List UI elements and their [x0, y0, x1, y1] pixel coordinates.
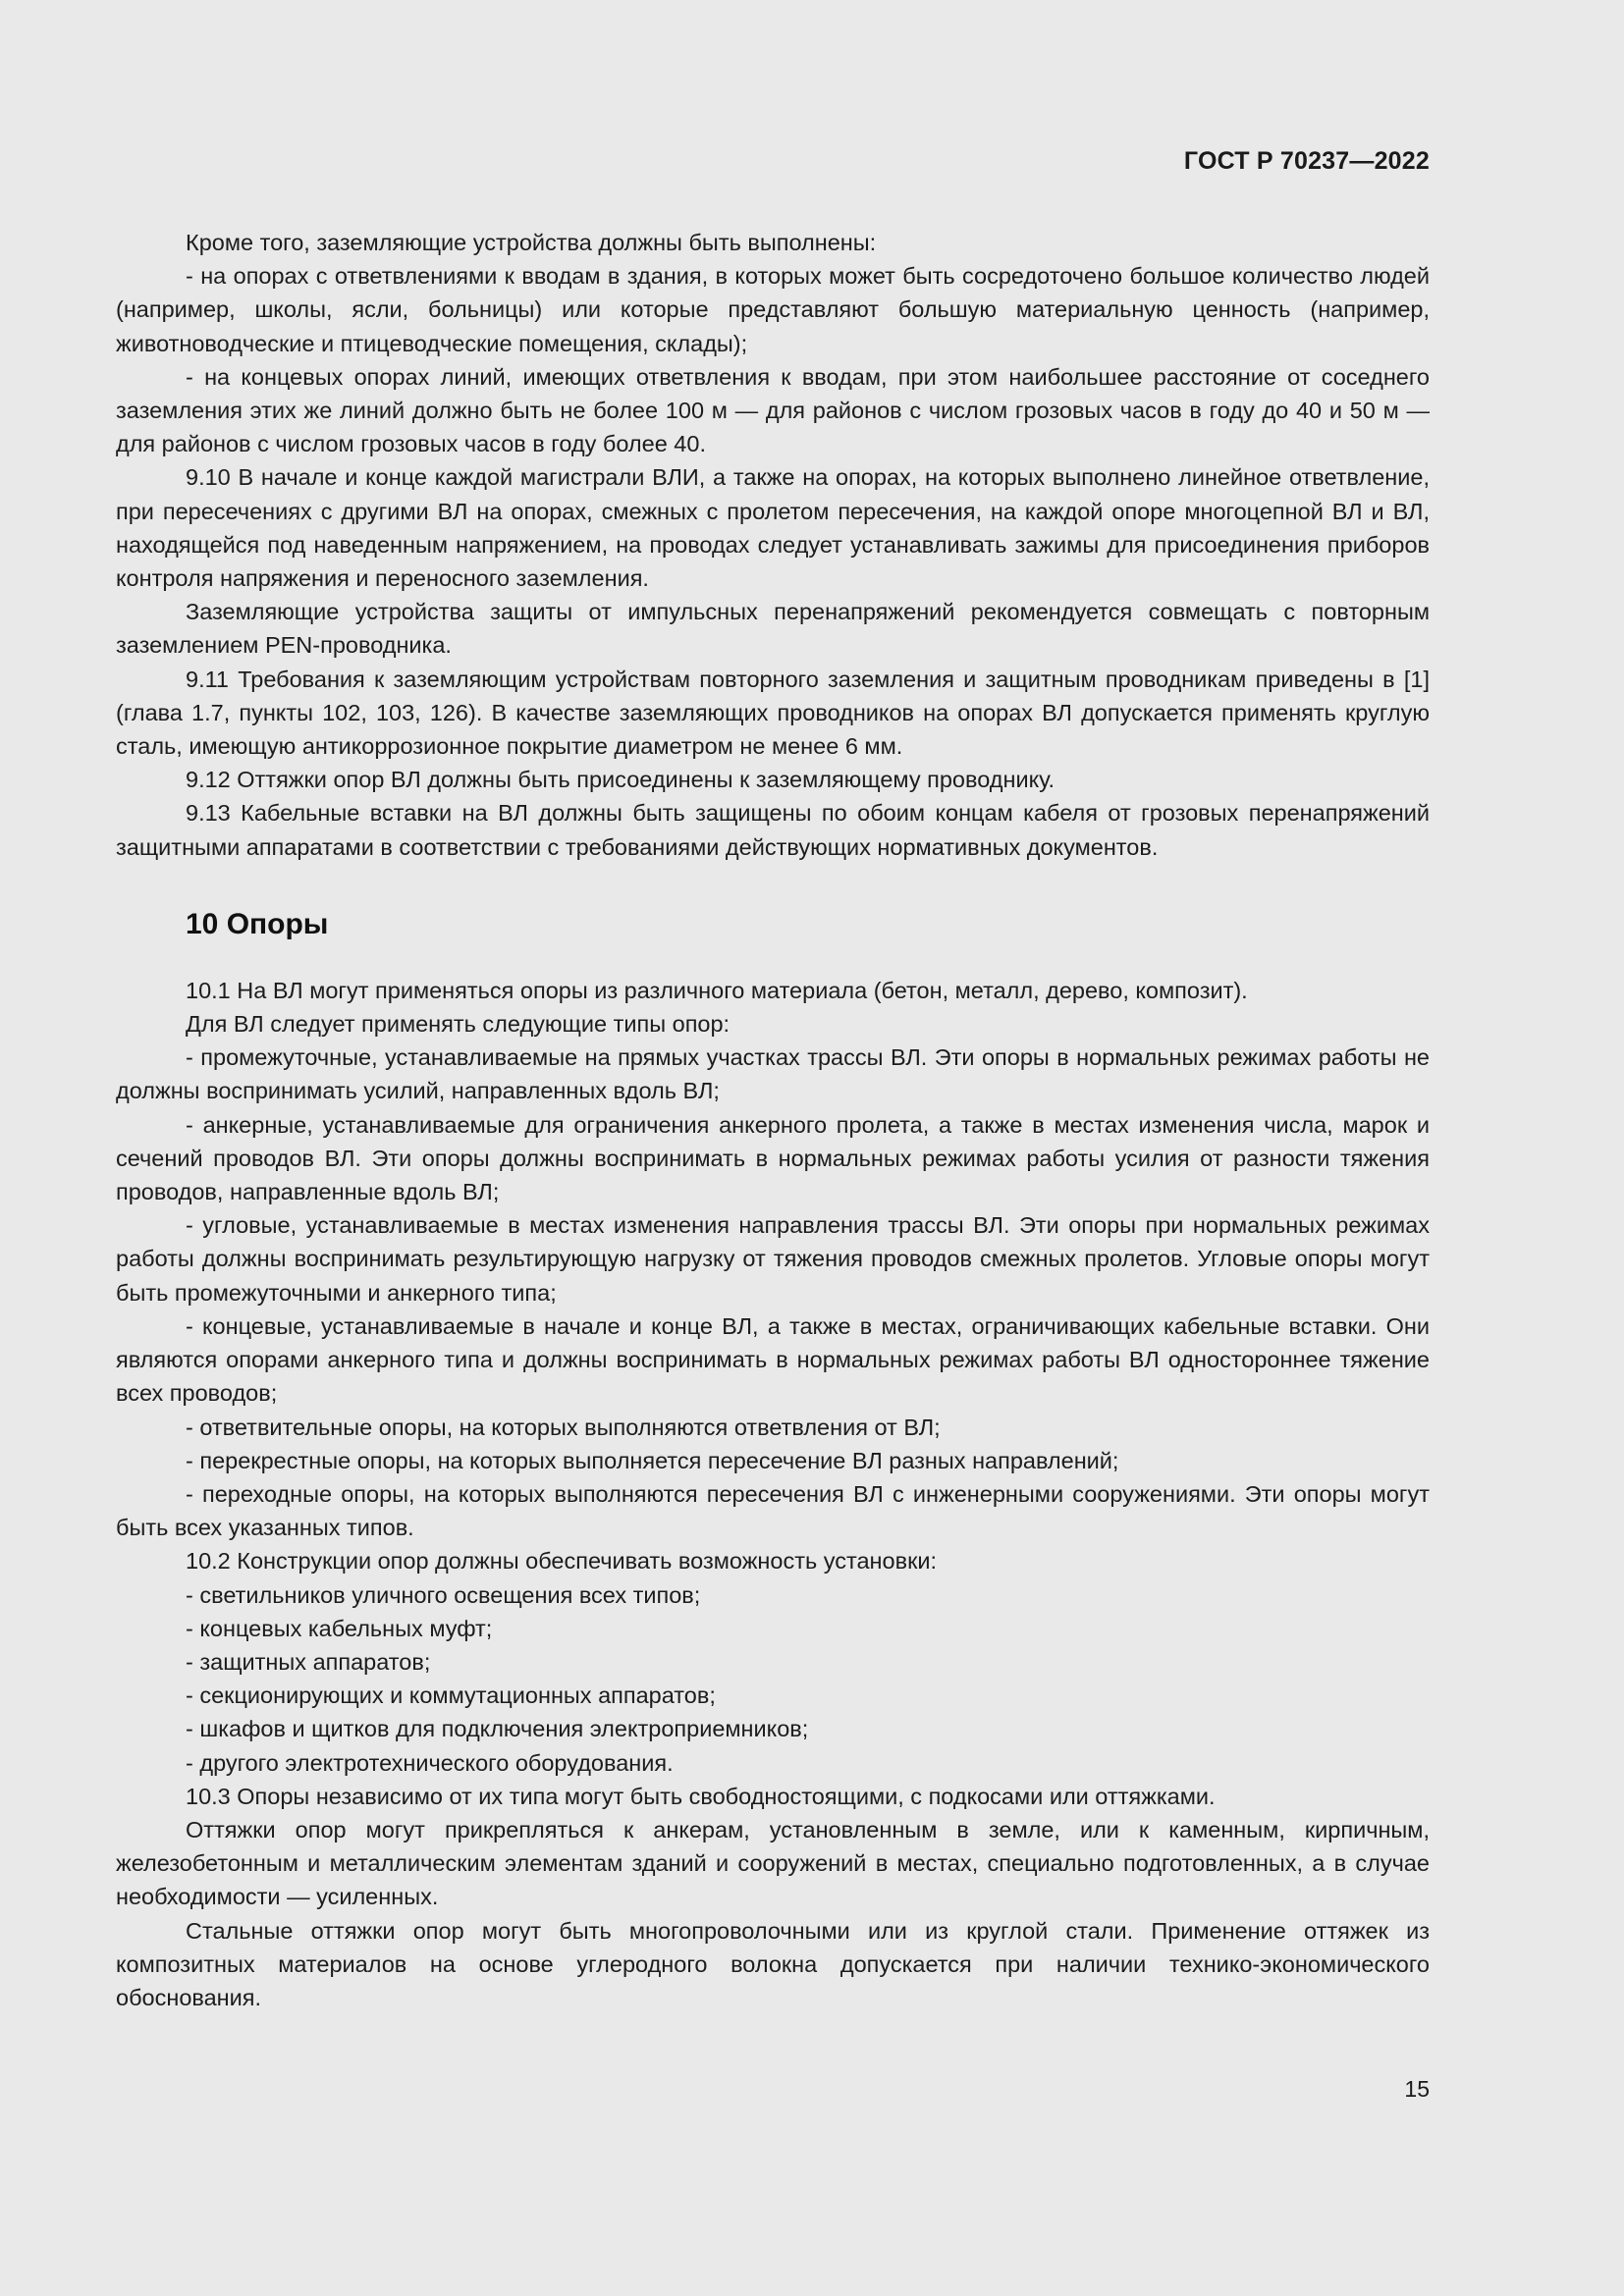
list-item: - концевые, устанавливаемые в начале и конце ВЛ, а также в местах, ограничивающих кабельные вставки. Они являются опорами анкерного типа и должны воспринимать в нормальных режимах работы ВЛ одностороннее тяжение всех проводов;: [116, 1312, 1430, 1407]
clause-10-2: 10.2 Конструкции опор должны обеспечивать возможность установки:: [186, 1548, 938, 1575]
list-item: - промежуточные, устанавливаемые на прямых участках трассы ВЛ. Эти опоры в нормальных режимах работы не должны воспринимать усилий, направленных вдоль ВЛ;: [116, 1044, 1430, 1104]
document-body: [116, 226, 1430, 2014]
list-item: - шкафов и щитков для подключения электроприемников;: [186, 1716, 809, 1742]
list-item: - на опорах с ответвлениями к вводам в здания, в которых может быть сосредоточено большое количество людей (например, школы, ясли, больницы) или которые представляют большую материальную ценность (например, животноводческие и птицеводческие помещения, склады);: [116, 263, 1430, 356]
list-item: - концевых кабельных муфт;: [186, 1615, 493, 1641]
list-item: - переходные опоры, на которых выполняются пересечения ВЛ с инженерными сооружениями. Эти опоры могут быть всех указанных типов.: [116, 1480, 1430, 1541]
list-item: - ответвительные опоры, на которых выполняются ответвления от ВЛ;: [186, 1414, 941, 1440]
paragraph: Для ВЛ следует применять следующие типы опор:: [186, 1011, 731, 1038]
list-item: - секционирующих и коммутационных аппаратов;: [186, 1682, 716, 1709]
list-item: - угловые, устанавливаемые в местах изменения направления трассы ВЛ. Эти опоры при нормальных режимах работы должны воспринимать результирующую нагрузку от тяжения проводов смежных пролетов. Угловые опоры могут быть промежуточными и анкерного типа;: [116, 1212, 1430, 1306]
list-item: - анкерные, устанавливаемые для ограничения анкерного пролета, а также в местах изменения числа, марок и сечений проводов ВЛ. Эти опоры должны воспринимать в нормальных режимах работы усилия от разности тяжения проводов, направленные вдоль ВЛ;: [116, 1111, 1430, 1205]
clause-9-11: 9.11 Требования к заземляющим устройствам повторного заземления и защитным проводникам приведены в [1] (глава 1.7, пункты 102, 103, 126). В качестве заземляющих проводников на опорах ВЛ допускается применять круглую сталь, имеющую антикоррозионное покрытие диаметром не менее 6 мм.: [116, 666, 1430, 760]
list-item: - другого электротехнического оборудования.: [186, 1749, 674, 1776]
list-item: - светильников уличного освещения всех типов;: [186, 1581, 701, 1608]
clause-9-12: 9.12 Оттяжки опор ВЛ должны быть присоединены к заземляющему проводнику.: [186, 767, 1056, 793]
list-item: - перекрестные опоры, на которых выполняется пересечение ВЛ разных направлений;: [186, 1447, 1119, 1473]
document-code-header: ГОСТ Р 70237—2022: [1183, 147, 1430, 175]
list-item: - на концевых опорах линий, имеющих ответвления к вводам, при этом наибольшее расстояние от соседнего заземления этих же линий должно быть не более 100 м — для районов с числом грозовых часов в году до 40 и 50 м — для районов с числом грозовых часов в году более 40.: [116, 363, 1430, 457]
paragraph: Стальные оттяжки опор могут быть многопроволочными или из круглой стали. Применение оттяжек из композитных материалов на основе углеродного волокна допускается при наличии технико-экономического обоснования.: [116, 1917, 1430, 2010]
clause-9-10: 9.10 В начале и конце каждой магистрали ВЛИ, а также на опорах, на которых выполнено линейное ответвление, при пересечениях с другими ВЛ на опорах, смежных с пролетом пересечения, на каждой опоре многоцепной ВЛ и ВЛ, находящейся под наведенным напряжением, на проводах следует устанавливать зажимы для присоединения приборов контроля напряжения и переносного заземления.: [116, 464, 1430, 592]
paragraph: Оттяжки опор могут прикрепляться к анкерам, установленным в земле, или к каменным, кирпичным, железобетонным и металлическим элементам зданий и сооружений в местах, специально подготовленных, а в случае необходимости — усиленных.: [116, 1816, 1430, 1910]
paragraph: Заземляющие устройства защиты от импульсных перенапряжений рекомендуется совмещать с повторным заземлением PEN-проводника.: [116, 599, 1430, 659]
paragraph: Кроме того, заземляющие устройства должны быть выполнены:: [186, 230, 877, 255]
clause-9-13: 9.13 Кабельные вставки на ВЛ должны быть защищены по обоим концам кабеля от грозовых перенапряжений защитными аппаратами в соответствии с требованиями действующих нормативных документов.: [116, 800, 1430, 860]
page-number: 15: [1404, 2076, 1430, 2102]
section-heading: 10 Опоры: [186, 907, 329, 940]
clause-10-1: 10.1 На ВЛ могут применяться опоры из различного материала (бетон, металл, дерево, композит).: [186, 977, 1248, 1003]
clause-10-3: 10.3 Опоры независимо от их типа могут быть свободностоящими, с подкосами или оттяжками.: [186, 1783, 1216, 1809]
list-item: - защитных аппаратов;: [186, 1648, 431, 1675]
